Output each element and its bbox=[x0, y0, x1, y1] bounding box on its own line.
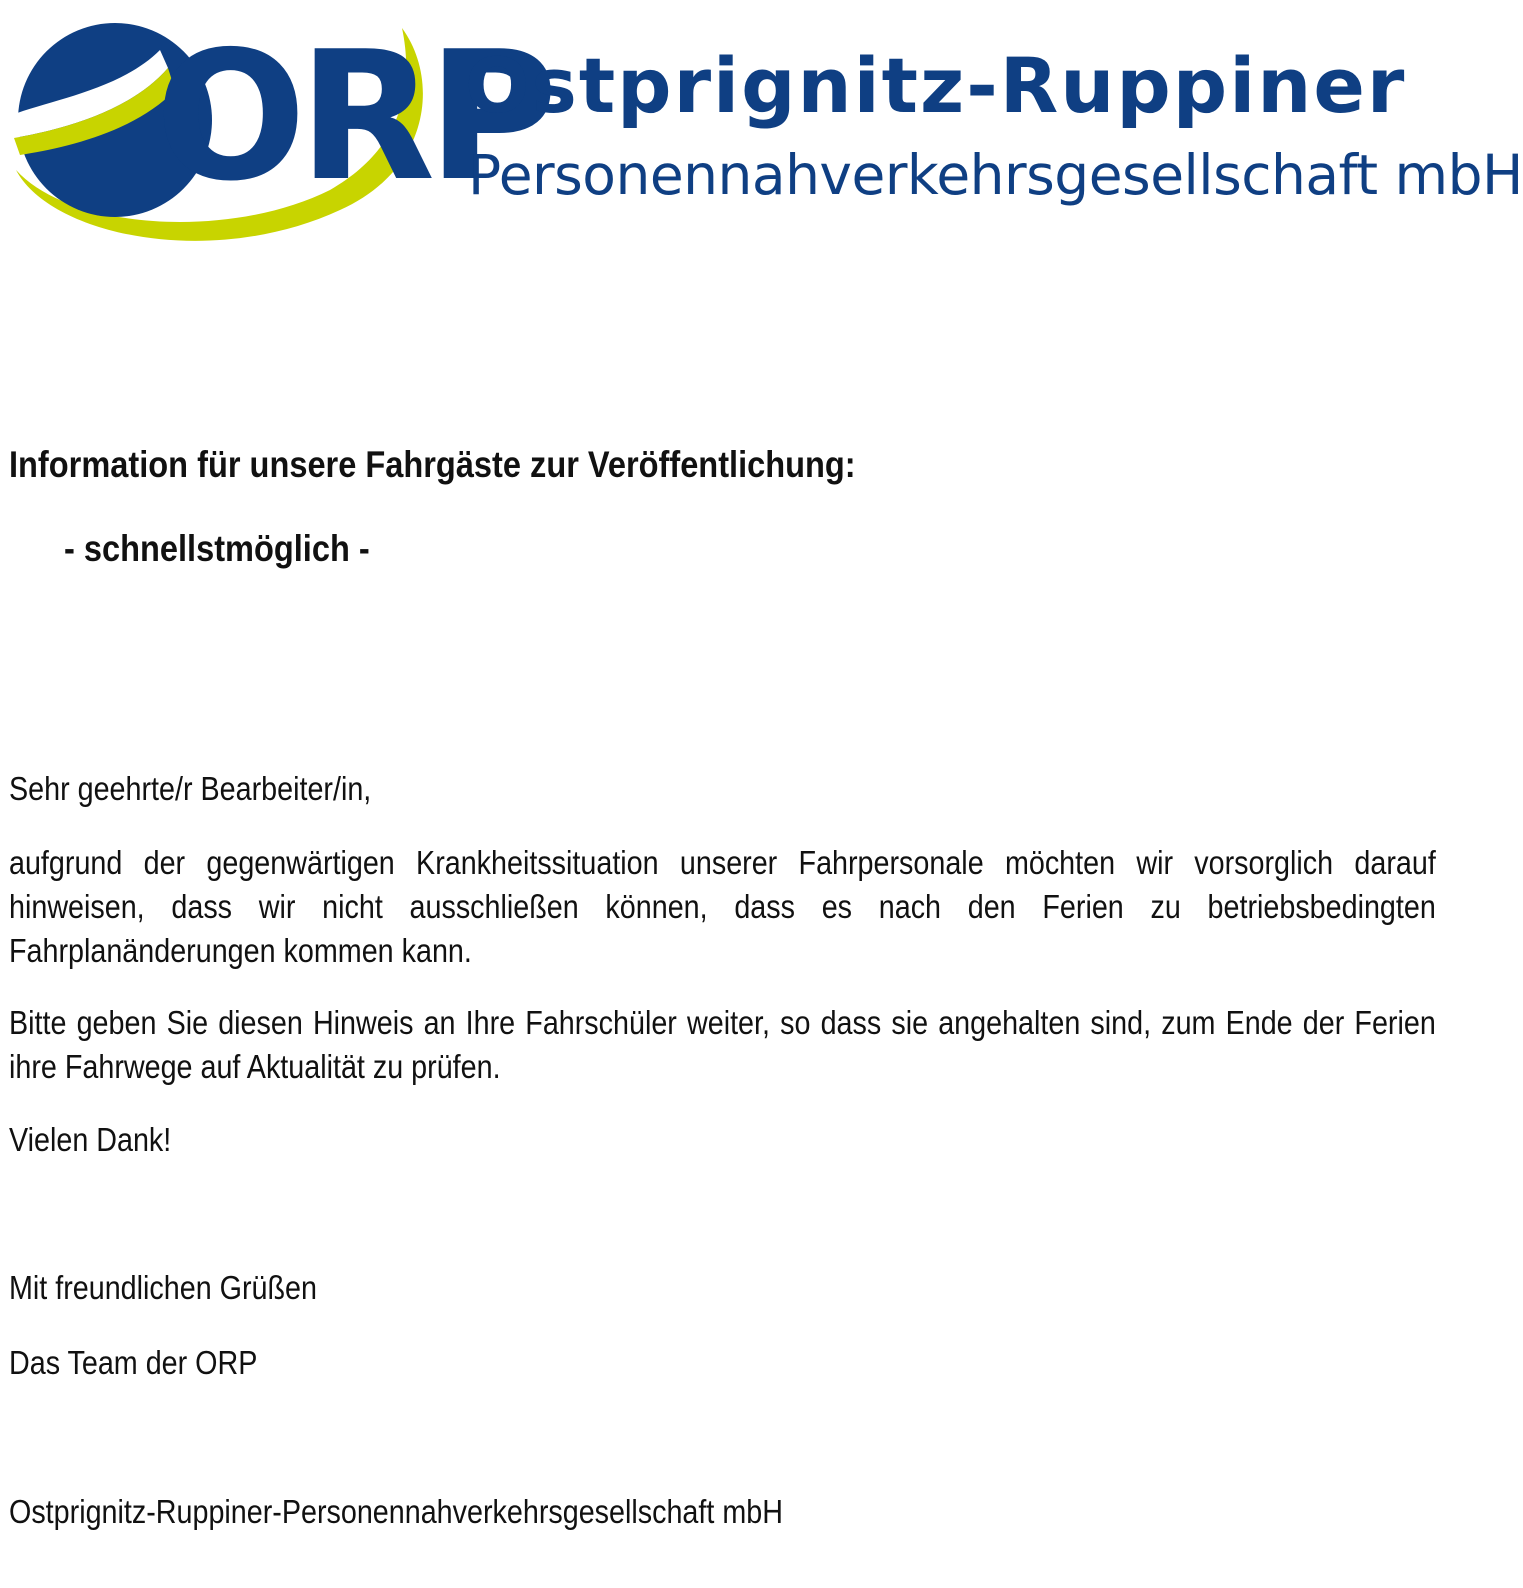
orp-logo-mark bbox=[10, 13, 550, 248]
paragraph-2: Bitte geben Sie diesen Hinweis an Ihre Fahrschüler weiter, so dass sie angehalten sind, zum Ende der Ferien ihre Fahrwege auf Aktualität zu prüfen. bbox=[9, 1004, 1436, 1085]
company-logo bbox=[10, 13, 1523, 248]
salutation: Sehr geehrte/r Bearbeiter/in, bbox=[9, 770, 372, 807]
thanks-text: Vielen Dank! bbox=[9, 1121, 172, 1158]
signature-text: Das Team der ORP bbox=[9, 1344, 258, 1381]
footer-company: Ostprignitz-Ruppiner-Personennahverkehrsgesellschaft mbH bbox=[9, 1493, 783, 1530]
letter-subheading: - schnellstmöglich - bbox=[64, 528, 370, 569]
letter-heading: Information für unsere Fahrgäste zur Veröffentlichung: bbox=[9, 444, 856, 485]
closing-text: Mit freundlichen Grüßen bbox=[9, 1269, 317, 1306]
svg-text:ORP: ORP bbox=[155, 13, 550, 220]
company-name: Ostprignitz-Ruppiner bbox=[465, 41, 1407, 130]
paragraph-1: aufgrund der gegenwärtigen Krankheitssituation unserer Fahrpersonale möchten wir vorsorglich darauf hinweisen, dass wir nicht ausschließen können, dass es nach den Ferien zu betriebsbedingten Fahrplanänderungen kommen kann. bbox=[9, 844, 1436, 969]
company-subtitle: Personennahverkehrsgesellschaft mbH bbox=[468, 143, 1523, 207]
